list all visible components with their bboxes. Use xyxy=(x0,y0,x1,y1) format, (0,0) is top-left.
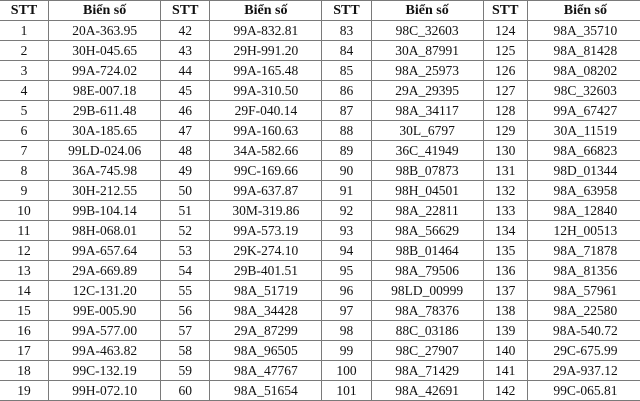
stt-cell: 140 xyxy=(483,341,527,361)
table-row xyxy=(0,161,640,181)
plate-cell: 98C_32603 xyxy=(371,21,483,41)
stt-cell: 58 xyxy=(161,341,210,361)
table-row xyxy=(0,321,640,341)
table-row xyxy=(0,181,640,201)
plate-cell: 98A-540.72 xyxy=(527,321,640,341)
stt-cell: 87 xyxy=(322,101,371,121)
stt-cell: 56 xyxy=(161,301,210,321)
stt-cell: 92 xyxy=(322,201,371,221)
stt-cell: 131 xyxy=(483,161,527,181)
table-row xyxy=(0,381,640,401)
plate-cell: 98A_25973 xyxy=(371,61,483,81)
stt-cell: 98 xyxy=(322,321,371,341)
plate-cell: 98A_34428 xyxy=(210,301,322,321)
stt-cell: 59 xyxy=(161,361,210,381)
stt-cell: 135 xyxy=(483,241,527,261)
plate-cell: 99A-310.50 xyxy=(210,81,322,101)
stt-cell: 93 xyxy=(322,221,371,241)
plate-cell: 29K-274.10 xyxy=(210,241,322,261)
stt-cell: 42 xyxy=(161,21,210,41)
table-row xyxy=(0,361,640,381)
stt-cell: 139 xyxy=(483,321,527,341)
stt-cell: 6 xyxy=(0,121,49,141)
plate-cell: 99E-005.90 xyxy=(49,301,161,321)
table-row xyxy=(0,41,640,61)
stt-cell: 44 xyxy=(161,61,210,81)
stt-cell: 11 xyxy=(0,221,49,241)
stt-cell: 133 xyxy=(483,201,527,221)
header-stt-3: STT xyxy=(322,1,371,21)
plate-cell: 36C_41949 xyxy=(371,141,483,161)
stt-cell: 138 xyxy=(483,301,527,321)
plate-cell: 99H-072.10 xyxy=(49,381,161,401)
plate-cell: 98A_66823 xyxy=(527,141,640,161)
plate-cell: 12C-131.20 xyxy=(49,281,161,301)
stt-cell: 60 xyxy=(161,381,210,401)
stt-cell: 124 xyxy=(483,21,527,41)
table-row xyxy=(0,101,640,121)
plate-cell: 98C_27907 xyxy=(371,341,483,361)
stt-cell: 85 xyxy=(322,61,371,81)
stt-cell: 4 xyxy=(0,81,49,101)
stt-cell: 137 xyxy=(483,281,527,301)
stt-cell: 17 xyxy=(0,341,49,361)
plate-cell: 29A_87299 xyxy=(210,321,322,341)
plate-cell: 29A-937.12 xyxy=(527,361,640,381)
stt-cell: 48 xyxy=(161,141,210,161)
plate-cell: 98A_63958 xyxy=(527,181,640,201)
stt-cell: 134 xyxy=(483,221,527,241)
plate-cell: 98A_51719 xyxy=(210,281,322,301)
plate-cell: 98E-007.18 xyxy=(49,81,161,101)
plate-cell: 30A-185.65 xyxy=(49,121,161,141)
stt-cell: 96 xyxy=(322,281,371,301)
plate-cell: 99A-165.48 xyxy=(210,61,322,81)
table-row xyxy=(0,301,640,321)
stt-cell: 8 xyxy=(0,161,49,181)
stt-cell: 88 xyxy=(322,121,371,141)
stt-cell: 132 xyxy=(483,181,527,201)
plate-cell: 98A_47767 xyxy=(210,361,322,381)
table-row xyxy=(0,221,640,241)
plate-cell: 99A-577.00 xyxy=(49,321,161,341)
plate-cell: 99A-832.81 xyxy=(210,21,322,41)
table-row xyxy=(0,81,640,101)
plate-cell: 20A-363.95 xyxy=(49,21,161,41)
stt-cell: 91 xyxy=(322,181,371,201)
table-row xyxy=(0,121,640,141)
plate-cell: 99A-724.02 xyxy=(49,61,161,81)
stt-cell: 83 xyxy=(322,21,371,41)
stt-cell: 18 xyxy=(0,361,49,381)
stt-cell: 16 xyxy=(0,321,49,341)
plate-cell: 29B-611.48 xyxy=(49,101,161,121)
stt-cell: 43 xyxy=(161,41,210,61)
table-row xyxy=(0,201,640,221)
plate-cell: 29A_29395 xyxy=(371,81,483,101)
stt-cell: 127 xyxy=(483,81,527,101)
stt-cell: 47 xyxy=(161,121,210,141)
header-plate-1: Biển số xyxy=(49,1,161,21)
plate-cell: 98D_01344 xyxy=(527,161,640,181)
plate-cell: 99C-132.19 xyxy=(49,361,161,381)
plate-cell: 99A-463.82 xyxy=(49,341,161,361)
header-plate-3: Biển số xyxy=(371,1,483,21)
stt-cell: 97 xyxy=(322,301,371,321)
plate-cell: 98LD_00999 xyxy=(371,281,483,301)
stt-cell: 89 xyxy=(322,141,371,161)
plate-cell: 30L_6797 xyxy=(371,121,483,141)
header-stt-1: STT xyxy=(0,1,49,21)
plate-cell: 98A_42691 xyxy=(371,381,483,401)
plate-cell: 98A_81428 xyxy=(527,41,640,61)
plate-cell: 30H-212.55 xyxy=(49,181,161,201)
header-stt-2: STT xyxy=(161,1,210,21)
plate-cell: 99LD-024.06 xyxy=(49,141,161,161)
header-plate-2: Biển số xyxy=(210,1,322,21)
stt-cell: 86 xyxy=(322,81,371,101)
header-plate-4: Biển số xyxy=(527,1,640,21)
plate-cell: 98A_57961 xyxy=(527,281,640,301)
stt-cell: 136 xyxy=(483,261,527,281)
stt-cell: 141 xyxy=(483,361,527,381)
plate-cell: 34A-582.66 xyxy=(210,141,322,161)
plate-cell: 98A_34117 xyxy=(371,101,483,121)
plate-cell: 98A_78376 xyxy=(371,301,483,321)
stt-cell: 129 xyxy=(483,121,527,141)
stt-cell: 125 xyxy=(483,41,527,61)
plate-cell: 36A-745.98 xyxy=(49,161,161,181)
plate-cell: 29A-669.89 xyxy=(49,261,161,281)
plate-cell: 30H-045.65 xyxy=(49,41,161,61)
table-row xyxy=(0,21,640,41)
stt-cell: 100 xyxy=(322,361,371,381)
plate-cell: 98A_35710 xyxy=(527,21,640,41)
plate-cell: 12H_00513 xyxy=(527,221,640,241)
plate-cell: 30A_11519 xyxy=(527,121,640,141)
plate-cell: 98A_79506 xyxy=(371,261,483,281)
plate-cell: 98A_08202 xyxy=(527,61,640,81)
stt-cell: 54 xyxy=(161,261,210,281)
plate-cell: 30A_87991 xyxy=(371,41,483,61)
stt-cell: 1 xyxy=(0,21,49,41)
stt-cell: 7 xyxy=(0,141,49,161)
stt-cell: 53 xyxy=(161,241,210,261)
plate-cell: 98A_56629 xyxy=(371,221,483,241)
stt-cell: 99 xyxy=(322,341,371,361)
stt-cell: 52 xyxy=(161,221,210,241)
table-row xyxy=(0,261,640,281)
stt-cell: 142 xyxy=(483,381,527,401)
plate-cell: 99B-104.14 xyxy=(49,201,161,221)
stt-cell: 84 xyxy=(322,41,371,61)
stt-cell: 128 xyxy=(483,101,527,121)
plate-cell: 30M-319.86 xyxy=(210,201,322,221)
header-row xyxy=(0,1,640,21)
table-row xyxy=(0,341,640,361)
stt-cell: 50 xyxy=(161,181,210,201)
stt-cell: 46 xyxy=(161,101,210,121)
stt-cell: 13 xyxy=(0,261,49,281)
plate-cell: 99A-160.63 xyxy=(210,121,322,141)
plate-cell: 98A_81356 xyxy=(527,261,640,281)
plate-cell: 98A_51654 xyxy=(210,381,322,401)
plate-cell: 99A_67427 xyxy=(527,101,640,121)
stt-cell: 19 xyxy=(0,381,49,401)
stt-cell: 45 xyxy=(161,81,210,101)
stt-cell: 101 xyxy=(322,381,371,401)
plate-cell: 99A-637.87 xyxy=(210,181,322,201)
plate-cell: 98H-068.01 xyxy=(49,221,161,241)
plate-cell: 29F-040.14 xyxy=(210,101,322,121)
stt-cell: 5 xyxy=(0,101,49,121)
plate-cell: 99C-169.66 xyxy=(210,161,322,181)
plate-cell: 98A_12840 xyxy=(527,201,640,221)
plate-cell: 88C_03186 xyxy=(371,321,483,341)
table-row xyxy=(0,141,640,161)
stt-cell: 12 xyxy=(0,241,49,261)
table-row xyxy=(0,241,640,261)
stt-cell: 9 xyxy=(0,181,49,201)
stt-cell: 130 xyxy=(483,141,527,161)
table-row xyxy=(0,281,640,301)
stt-cell: 14 xyxy=(0,281,49,301)
stt-cell: 95 xyxy=(322,261,371,281)
plate-cell: 98B_01464 xyxy=(371,241,483,261)
header-stt-4: STT xyxy=(483,1,527,21)
plate-cell: 98A_71878 xyxy=(527,241,640,261)
plate-cell: 98A_22811 xyxy=(371,201,483,221)
stt-cell: 126 xyxy=(483,61,527,81)
plate-cell: 29H-991.20 xyxy=(210,41,322,61)
stt-cell: 57 xyxy=(161,321,210,341)
stt-cell: 49 xyxy=(161,161,210,181)
stt-cell: 55 xyxy=(161,281,210,301)
plate-cell: 98A_71429 xyxy=(371,361,483,381)
stt-cell: 2 xyxy=(0,41,49,61)
plate-cell: 98H_04501 xyxy=(371,181,483,201)
plate-cell: 98B_07873 xyxy=(371,161,483,181)
stt-cell: 94 xyxy=(322,241,371,261)
stt-cell: 15 xyxy=(0,301,49,321)
stt-cell: 90 xyxy=(322,161,371,181)
table-body xyxy=(0,21,640,401)
plate-cell: 29C-675.99 xyxy=(527,341,640,361)
plate-cell: 98A_22580 xyxy=(527,301,640,321)
plate-cell: 99A-573.19 xyxy=(210,221,322,241)
plate-cell: 98A_96505 xyxy=(210,341,322,361)
plate-cell: 29B-401.51 xyxy=(210,261,322,281)
plate-cell: 98C_32603 xyxy=(527,81,640,101)
stt-cell: 3 xyxy=(0,61,49,81)
plate-cell: 99A-657.64 xyxy=(49,241,161,261)
stt-cell: 10 xyxy=(0,201,49,221)
plate-cell: 99C-065.81 xyxy=(527,381,640,401)
table-row xyxy=(0,61,640,81)
stt-cell: 51 xyxy=(161,201,210,221)
